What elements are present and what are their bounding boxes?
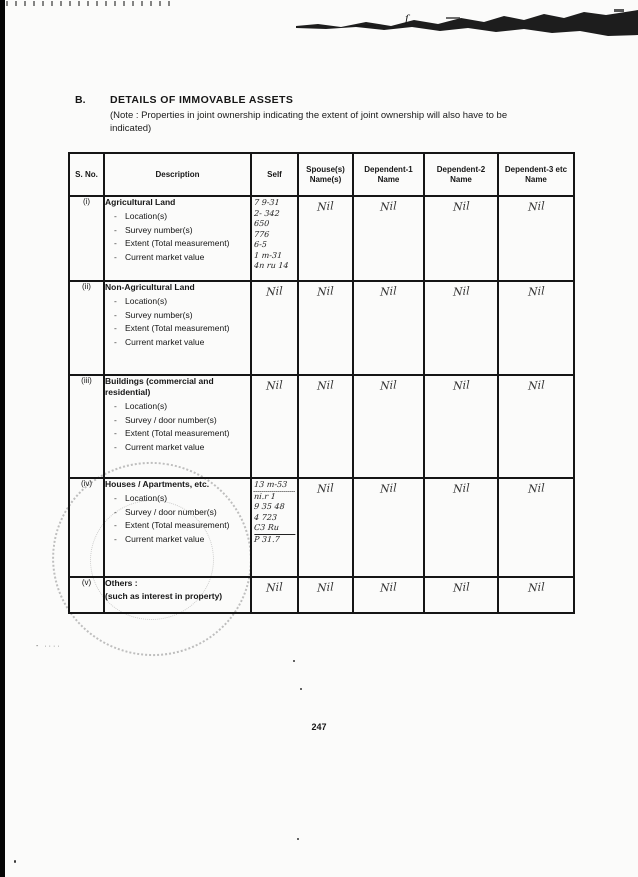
sub-item-list (105, 400, 237, 453)
handwritten-nil: Nil (527, 199, 545, 214)
header-dependent-2: Dependent-2 Name (424, 153, 498, 196)
row-title: Buildings (commercial and residential) (105, 376, 214, 397)
handwritten-entry: 13 m-53 ni.r 1 9 35 48 4 723 C3 Ru P 31.7 (252, 479, 297, 546)
header-sno: S. No. (69, 153, 104, 196)
cell-self (251, 478, 298, 577)
handwritten-nil: Nil (380, 580, 397, 595)
handwritten-nil: Nil (527, 378, 545, 393)
sub-item: - Location(s) (125, 210, 237, 223)
sub-item-list (105, 210, 237, 263)
cell-spouse (298, 281, 353, 375)
sub-item-list (105, 492, 237, 545)
sub-item: - Current market value (125, 336, 237, 349)
handwritten-entry: 7 9-31 2- 342 650 776 6-5 1 m-31 4n ru 14 (253, 198, 289, 270)
table-row (69, 196, 574, 281)
table-row (69, 478, 574, 577)
row-title: Houses / Apartments, etc. (105, 479, 210, 489)
sub-item: - Current market value (125, 441, 237, 454)
handwritten-nil: Nil (527, 284, 545, 299)
section-title: DETAILS OF IMMOVABLE ASSETS (110, 94, 294, 106)
cell-spouse (298, 577, 353, 613)
handwritten-nil: Nil (452, 284, 470, 299)
cell-dependent-2 (424, 281, 498, 375)
handwritten-nil: Nil (452, 580, 470, 595)
handwritten-nil: Nil (317, 481, 334, 496)
cell-dependent-3 (498, 281, 574, 375)
cell-dependent-3 (498, 196, 574, 281)
table-row (69, 577, 574, 613)
row-sno: (iii) (69, 375, 104, 478)
cell-dependent-3 (498, 577, 574, 613)
cell-spouse (298, 478, 353, 577)
sub-item: - Extent (Total measurement) (125, 519, 237, 532)
row-title: Others : (105, 578, 138, 588)
scan-dash-speck: - ···· (36, 643, 62, 650)
scan-speck (14, 860, 16, 863)
handwritten-nil: Nil (380, 378, 397, 393)
table-row (69, 281, 574, 375)
handwritten-nil: Nil (266, 284, 283, 299)
note-line-1: (Note : Properties in joint ownership indicating the extent of joint ownership will also have to be (110, 110, 508, 121)
cell-self (251, 196, 298, 281)
cell-spouse (298, 196, 353, 281)
handwritten-nil: Nil (527, 580, 545, 595)
sub-item: - Extent (Total measurement) (125, 427, 237, 440)
header-self: Self (251, 153, 298, 196)
table-header-row (69, 153, 574, 196)
cell-spouse (298, 375, 353, 478)
cell-self (251, 375, 298, 478)
sub-item: - Location(s) (125, 400, 237, 413)
scan-edge-bar (0, 0, 5, 877)
cell-dependent-1 (353, 478, 424, 577)
sub-item: - Extent (Total measurement) (125, 322, 237, 335)
sub-item: - Survey / door number(s) (125, 414, 237, 427)
cell-dependent-1 (353, 196, 424, 281)
scan-stray-mark: ſ (405, 14, 409, 25)
row-sno: (v) (69, 577, 104, 613)
note-line-2: indicated) (110, 123, 152, 134)
row-sno: (i) (69, 196, 104, 281)
scan-smudge-band (296, 9, 638, 37)
handwritten-nil: Nil (452, 481, 470, 496)
handwritten-nil: Nil (317, 378, 334, 393)
section-label: B. (75, 94, 86, 106)
handwritten-nil: Nil (317, 199, 334, 214)
cell-self (251, 281, 298, 375)
handwritten-nil: Nil (317, 580, 334, 595)
scan-speck (297, 838, 299, 840)
row-sno: (iv) (69, 478, 104, 577)
sub-item: - Location(s) (125, 492, 237, 505)
handwritten-nil: Nil (452, 378, 470, 393)
cell-dependent-3 (498, 478, 574, 577)
handwritten-nil: Nil (452, 199, 470, 214)
row-sno: (ii) (69, 281, 104, 375)
header-dependent-3: Dependent-3 etc Name (498, 153, 574, 196)
handwritten-nil: Nil (380, 481, 397, 496)
sub-item: - Survey number(s) (125, 224, 237, 237)
sub-item: - Survey number(s) (125, 309, 237, 322)
header-spouse: Spouse(s) Name(s) (298, 153, 353, 196)
row-subtitle: (such as interest in property) (105, 591, 223, 601)
cell-dependent-2 (424, 478, 498, 577)
handwritten-nil: Nil (380, 199, 397, 214)
scan-speck (300, 688, 302, 690)
cell-dependent-2 (424, 577, 498, 613)
page-number: 247 (311, 722, 327, 732)
table-row (69, 375, 574, 478)
row-title: Agricultural Land (105, 197, 176, 207)
sub-item-list (105, 295, 237, 348)
cell-dependent-2 (424, 375, 498, 478)
sub-item: - Extent (Total measurement) (125, 237, 237, 250)
handwritten-nil: Nil (266, 580, 283, 595)
sub-item: - Current market value (125, 533, 237, 546)
handwritten-nil: Nil (317, 284, 334, 299)
cell-dependent-3 (498, 375, 574, 478)
scan-speck (293, 660, 295, 662)
header-dependent-1: Dependent-1 Name (353, 153, 424, 196)
cell-dependent-2 (424, 196, 498, 281)
cell-self (251, 577, 298, 613)
section-note (110, 109, 588, 135)
sub-item: - Current market value (125, 251, 237, 264)
scan-corner-noise (6, 1, 176, 6)
cell-dependent-1 (353, 375, 424, 478)
immovable-assets-table (68, 152, 575, 614)
cell-dependent-1 (353, 577, 424, 613)
handwritten-nil: Nil (380, 284, 397, 299)
sub-item: - Survey / door number(s) (125, 506, 237, 519)
handwritten-nil: Nil (527, 481, 545, 496)
handwritten-nil: Nil (266, 378, 283, 393)
header-description: Description (104, 153, 251, 196)
row-title: Non-Agricultural Land (105, 282, 195, 292)
sub-item: - Location(s) (125, 295, 237, 308)
cell-dependent-1 (353, 281, 424, 375)
